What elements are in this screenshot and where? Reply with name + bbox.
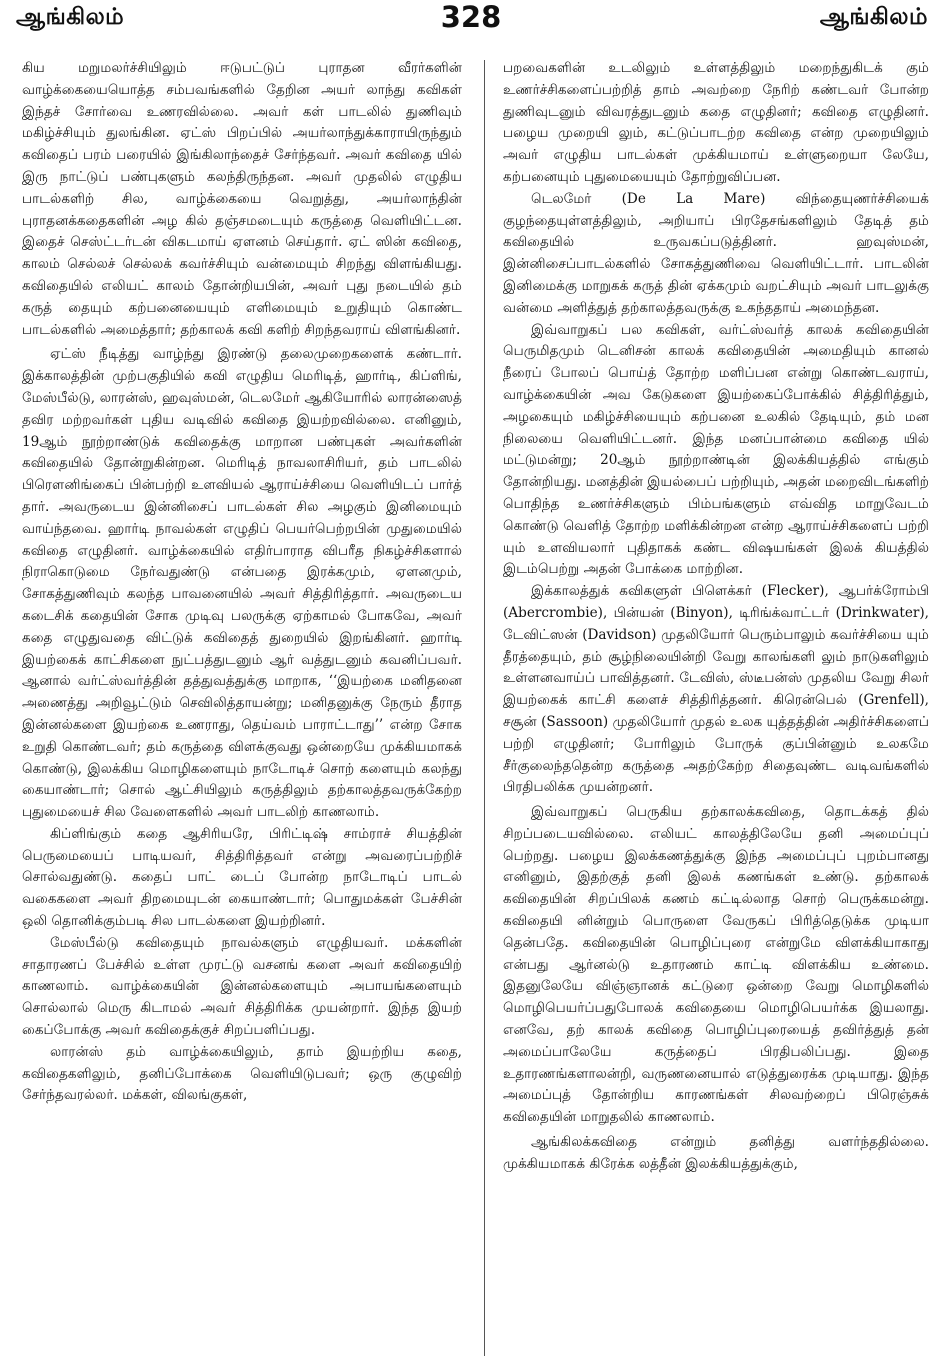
right-paragraph-4: இக்காலத்துக் கவிகளுள் பிளெக்கர் (Flecker), ஆபர்க்ரோம்பி (Abercrombie), பின்யன் (Binyon), டிரிங்க்வாட்டர் (Drinkwater), டேவிட்ஸன் (Davidson) முதலியோர் பெரும்பாலும் கவர்ச்சியை யும் தீரத்தையும், தம் சூழ்நிலையின்றி வேறு காலங்களி லும் நாடுகளிலும் உள்ளனவாய்ப் பாவித்தனர். டேவிஸ், ஸ்டீபன்ஸ் முதலிய வேறு சிலர் இயற்கைக் காட்சி களைச் சித்திரித்தனர். கிரென்பெல் (Grenfell), சசூன் (Sassoon) முதலியோர் முதல் உலக யுத்தத்தின் அதிர்ச்சிகளைப் பற்றி எழுதினர்; போரிலும் போருக் குப்பின்னும் உலகமே சீர்குலைந்ததென்ற கருத்தை அதற்கேற்ற சிதைவுண்ட வடிவங்களில் பிரதிபலிக்க முயன்றனர். [503, 583, 929, 796]
page-header [0, 0, 942, 48]
right-paragraph-5: இவ்வாறுகப் பெருகிய தற்காலக்கவிதை, தொடக்கத் தில் சிறப்படையவில்லை. எலியட் காலத்திலேயே தனி அமைப்புப் பெற்றது. பழைய இலக்கணத்துக்கு இந்த அமைப்புப் புறம்பானது எனினும், இதற்குத் தனி இலக் கணங்கள் உண்டு. தற்காலக் கவிதையின் சிறப்பிலக் கணம் கட்டில்லாத சொற் பெருக்கமன்று. கவிதையி னின்றும் பொருளை வேருகப் பிரித்தெடுக்க முடியா தென்பதே. கவிதையின் பொழிப்புரை என்றுமே விளக்கியாகாது என்பது ஆர்னல்டு உதாரணம் காட்டி விளக்கிய உண்மை. இதனுலேயே விஞ்ஞானக் கட்டுரை ஒன்றை வேறு மொழிகளில் மொழிபெயர்ப்பதுபோலக் கவிதையை மொழிபெயர்க்க இயலாது. எனவே, தற் காலக் கவிதை பொழிப்புரையைத் தவிர்த்துத் தன் அமைப்பாலேயே கருத்தைப் பிரதிபலிப்பது. இதை உதாரணங்களாலன்றி, வருணனையால் எடுத்துரைக்க முடியாது. இந்த அமைப்புத் தோன்றிய காரணங்கள் சிலவற்றைப் பிரெஞ்சுக் கவிதையின் மாறுதலில் காணலாம். [503, 804, 929, 1126]
right-paragraph-1: பறவைகளின் உடலிலும் உள்ளத்திலும் மறைந்துகிடக் கும் உணர்ச்சிகளைப்பற்றித் தாம் அவற்றை நேரிற் கண்டவர் போன்ற துணிவுடனும் விவரத்துடனும் கதை எழுதினர்; கவிதை எழுதினர். பழைய முறையி லும், கட்டுப்பாடற்ற கவிதை என்ற முறையிலும் அவர் எழுதிய பாடல்கள் முக்கியமாய் உள்ளுறையா லேயே, கற்பனையும் புதுமையையும் தோற்றுவிப்பன. [503, 60, 929, 185]
left-column [22, 58, 462, 1358]
column-divider [484, 60, 485, 1356]
right-column [503, 58, 929, 1358]
right-paragraph-2: டெலமேர் (De La Mare) விந்தையுணர்ச்சியைக் குழந்தையுள்ளத்திலும், அறியாப் பிரதேசங்களிலும் தேடித் தம் கவிதையில் உருவகப்படுத்தினர். ஹவுஸ்மன், இன்னிசைப்பாடல்களில் சோகத்துணிவை வெளியிட்டார். பாடலின் இனிமைக்கு மாறுகக் கருத் தின் ஏக்கமும் வறட்சியும் அவர் பாடலுக்கு வன்மை அளித்துத் தற்காலத்தவருக்கு உகந்ததாய் அமைந்தன. [503, 190, 929, 316]
left-paragraph-4: மேஸ்பீல்டு கவிதையும் நாவல்களும் எழுதியவர். மக்களின் சாதாரணப் பேச்சில் உள்ள முரட்டு வசனங் களை அவர் கவிதையிற் காணலாம். வாழ்க்கையின் இன்னல்களையும் அபாயங்களையும் சொல்லால் மெரு கிடாமல் அவர் சித்திரிக்க முயன்றார். இந்த இயற் கைப்போக்கு அவர் கவிதைக்குச் சிறப்பளிப்பது. [22, 934, 462, 1039]
page-number: 328 [440, 0, 502, 34]
left-paragraph-5: லாரன்ஸ் தம் வாழ்க்கையிலும், தாம் இயற்றிய கதை, கவிதைகளிலும், தனிப்போக்கை வெளியிடுபவர்; ஒரு குழுவிற் சேர்ந்தவரல்லர். மக்கள், விலங்குகள், [22, 1043, 462, 1104]
running-head-right: ஆங்கிலம் [819, 4, 928, 30]
running-head-left: ஆங்கிலம் [16, 4, 125, 30]
left-paragraph-3: கிப்ளிங்கும் கதை ஆசிரியரே, பிரிட்டிஷ் சாம்ராச் சியத்தின் பெருமையைப் பாடியவர், சித்திரித்தவர் என்று அவரைப்பற்றிச் சொல்வதுண்டு. கதைப் பாட் டைப் போன்ற நாடோடிப் பாடல் வகைகளை அவர் திறமையுடன் கையாண்டார்; பொதுமக்கள் பேச்சின் ஒலி தொனிக்கும்படி சில பாடல்களை இயற்றினர். [22, 825, 462, 930]
left-paragraph-2: ஏட்ஸ் நீடித்து வாழ்ந்து இரண்டு தலைமுறைகளைக் கண்டார். இக்காலத்தின் முற்பகுதியில் கவி எழுதிய மெரிடித், ஹார்டி, கிப்ளிங், மேஸ்பீல்டு, லாரன்ஸ், ஹவுஸ்மன், டெலமேர் ஆகியோரில் லாரன்ஸைத் தவிர மற்றவர்கள் புதிய வடிவில் கவிதை இயற்றவில்லை. எனினும், 19ஆம் நூற்றாண்டுக் கவிதைக்கு மாறான பண்புகள் அவர்களின் கவிதையில் தோன்றுகின்றன. மெரிடித் நாவலாசிரியர், தம் பாடலில் பிரௌனிங்கைப் பின்பற்றி உளவியல் ஆராய்ச்சியை வெளியிடப் பார்த் தார். அவருடைய இன்னிசைப் பாடல்கள் சில அழகும் இனிமையும் வாய்ந்தவை. ஹார்டி நாவல்கள் எழுதிப் பெயர்பெற்றபின் முதுமையில் கவிதை எழுதினர். வாழ்க்கையில் எதிர்பாராத விபரீத நிகழ்ச்சிகளால் நிராகொடுமை நேர்வதுண்டு என்பதை இரக்கமும், ஏளனமும், சோகத்துணிவும் கலந்த பாவனையில் அவர் சித்திரித்தார். அவருடைய கடைசிக் கதையின் சோக முடிவு பலருக்கு ஏற்காமல் போகவே, அவர் கதை எழுதுவதை விட்டுக் கவிதைத் துறையில் இறங்கினர். ஹார்டி இயற்கைக் காட்சிகளை நுட்பத்துடனும் ஆர் வத்துடனும் கவனிப்பவர். ஆனால் வர்ட்ஸ்வர்த்தின் தத்துவத்துக்கு மாறாக, ‘‘இயற்கை மனிதனை அணைத்து அறிவூட்டும் செவிலித்தாயன்று; மனிதனுக்கு நேரும் தீராத இன்னல்களை இயற்கை உணராது, தெய்வம் பாராட்டாது’’ என்ற சோக உறுதி கொண்டவர்; தம் கருத்தை விளக்குவது ஒன்றையே முக்கியமாகக் கொண்டு, இலக்கிய மொழிகளையும் நாடோடிச் சொற் களையும் கலந்து கையாண்டார்; சொல் ஆட்சியிலும் கருத்திலும் தற்காலத்தவருக்கேற்ற புதுமையைச் சில வேளைகளில் அவர் பாடலிற் காணலாம். [22, 346, 462, 821]
left-paragraph-1: கிய மறுமலர்ச்சியிலும் ஈடுபட்டுப் புராதன வீரர்களின் வாழ்க்கையையொத்த சம்பவங்களில் தேறின அயர் லாந்து கவிகள் இந்தச் சோர்வை உணரவில்லை. அவர் கள் பாடலில் துணிவும் மகிழ்ச்சியும் துலங்கின. ஏட்ஸ் பிறப்பில் அயர்லாந்துக்காராயிருந்தும் கவிதைப் பரம் பரையில் இங்கிலாந்தைச் சேர்ந்தவர். அவர் கவிதை யில் இரு நாட்டுப் பண்புகளும் கலந்திருந்தன. அவர் முதலில் எழுதிய பாடல்களிற் சில, வாழ்க்கையை வெறுத்து, அயர்லாந்தின் புராதனக்கதைகளின் அழ கில் தஞ்சமடையும் கருத்தை வெளியிட்டன. இதைச் செஸ்ட்டர்டன் விகடமாய் ஏளனம் செய்தார். ஏட் ஸின் கவிதை, காலம் செல்லச் செல்லக் கவர்ச்சியும் வன்மையும் சிறந்து விளங்கியது. கவிதையில் எலியட் காலம் தோன்றியபின், அவர் புது நடையில் தம் கருத் தையும் கற்பனையையும் எளிமையும் உறுதியும் கொண்ட பாடல்களில் அமைத்தார்; தற்காலக் கவி களிற் சிறந்தவராய் விளங்கினர். [22, 60, 462, 338]
right-paragraph-3: இவ்வாறுகப் பல கவிகள், வர்ட்ஸ்வர்த் காலக் கவிதையின் பெருமிதமும் டெனிசன் காலக் கவிதையின் அமைதியும் கானல் நீரைப் போலப் பொய்த் தோற்ற மளிப்பன என்று கொண்டவராய், வாழ்க்கையின் அவ கேடுகளை இயற்கைப்போக்கில் சித்திரித்தும், அழகையும் மகிழ்ச்சியையும் கற்பனை உலகில் தேடியும், தம் மன நிலையை வெளியிட்டனர். இந்த மனப்பான்மை கவிதை யில் மட்டுமன்று; 20ஆம் நூற்றாண்டின் இலக்கியத்தில் எங்கும் தோன்றியது. மனத்தின் இயல்பைப் பற்றியும், அதன் மறைவிடங்களிற் பொதிந்த உணர்ச்சிகளும் பிம்பங்களும் எவ்வித மாறுவேடம் கொண்டு வெளித் தோற்ற மளிக்கின்றன என்ற ஆராய்ச்சிகளைப் பற்றி யும் உளவியலார் புதிதாகக் கண்ட விஷயங்கள் இலக் கியத்தில் இடம்பெற்று அதன் போக்கை மாற்றின. [503, 321, 929, 578]
right-paragraph-6: ஆங்கிலக்கவிதை என்றும் தனித்து வளர்ந்ததில்லை. முக்கியமாகக் கிரேக்க லத்தீன் இலக்கியத்துக்கும், [503, 1134, 929, 1172]
